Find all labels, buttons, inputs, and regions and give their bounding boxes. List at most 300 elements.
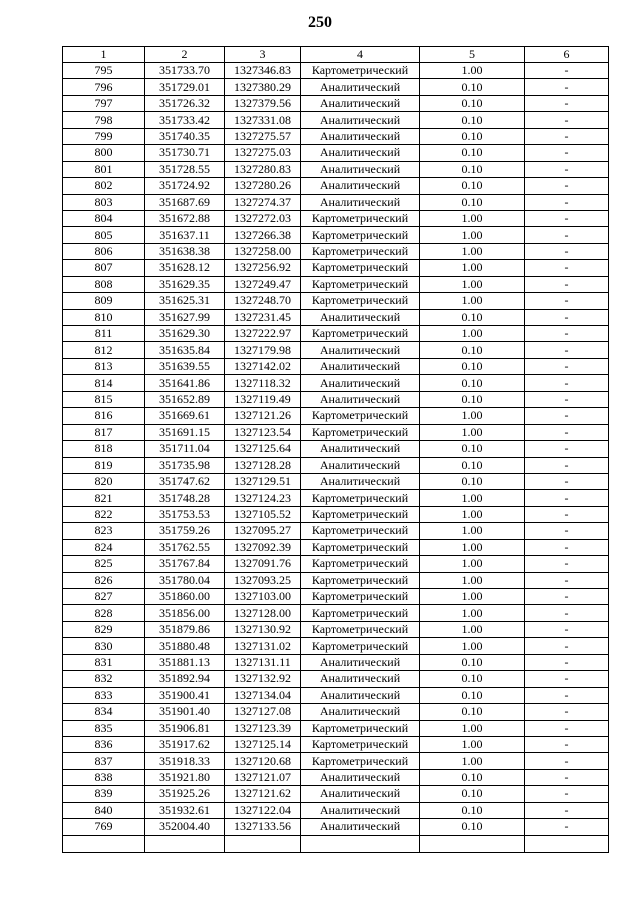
- y-cell: 1327123.54: [225, 424, 301, 440]
- table-header: [63, 47, 609, 63]
- description-cell: -: [525, 178, 609, 194]
- x-cell: 351669.61: [145, 408, 225, 424]
- method-cell: Аналитический: [301, 473, 420, 489]
- accuracy-cell: 0.10: [420, 819, 525, 835]
- y-cell: 1327121.07: [225, 769, 301, 785]
- description-cell: -: [525, 342, 609, 358]
- y-cell: 1327128.00: [225, 605, 301, 621]
- accuracy-cell: 1.00: [420, 276, 525, 292]
- table-body: [63, 63, 609, 853]
- method-cell: Аналитический: [301, 145, 420, 161]
- description-cell: -: [525, 358, 609, 374]
- description-cell: -: [525, 408, 609, 424]
- table-row: [63, 457, 609, 473]
- point-number-cell: 826: [63, 572, 145, 588]
- description-cell: -: [525, 720, 609, 736]
- x-cell: 351652.89: [145, 391, 225, 407]
- description-cell: -: [525, 63, 609, 79]
- method-cell: Картометрический: [301, 276, 420, 292]
- method-cell: Картометрический: [301, 506, 420, 522]
- x-cell: 351860.00: [145, 589, 225, 605]
- accuracy-cell: 0.10: [420, 769, 525, 785]
- point-number-cell: 795: [63, 63, 145, 79]
- method-cell: Картометрический: [301, 753, 420, 769]
- point-number-cell: 814: [63, 375, 145, 391]
- x-cell: 351687.69: [145, 194, 225, 210]
- table-row: [63, 786, 609, 802]
- x-cell: 351730.71: [145, 145, 225, 161]
- description-cell: -: [525, 424, 609, 440]
- method-cell: Аналитический: [301, 391, 420, 407]
- point-number-cell: 815: [63, 391, 145, 407]
- description-cell: -: [525, 161, 609, 177]
- point-number-cell: 837: [63, 753, 145, 769]
- accuracy-cell: 1.00: [420, 243, 525, 259]
- x-cell: 351635.84: [145, 342, 225, 358]
- description-cell: -: [525, 276, 609, 292]
- x-cell: 351925.26: [145, 786, 225, 802]
- point-number-cell: 831: [63, 654, 145, 670]
- point-number-cell: 838: [63, 769, 145, 785]
- point-number-cell: 839: [63, 786, 145, 802]
- point-number-cell: 803: [63, 194, 145, 210]
- y-cell: 1327119.49: [225, 391, 301, 407]
- method-cell: Картометрический: [301, 638, 420, 654]
- accuracy-cell: 1.00: [420, 605, 525, 621]
- y-cell: 1327133.56: [225, 819, 301, 835]
- x-cell: 351879.86: [145, 621, 225, 637]
- description-cell: -: [525, 441, 609, 457]
- accuracy-cell: 1.00: [420, 736, 525, 752]
- x-cell: 351672.88: [145, 210, 225, 226]
- method-cell: Аналитический: [301, 375, 420, 391]
- method-cell: Картометрический: [301, 293, 420, 309]
- x-cell: 351917.62: [145, 736, 225, 752]
- accuracy-cell: 1.00: [420, 621, 525, 637]
- description-cell: -: [525, 293, 609, 309]
- y-cell: 1327128.28: [225, 457, 301, 473]
- point-number-cell: 817: [63, 424, 145, 440]
- accuracy-cell: 1.00: [420, 720, 525, 736]
- description-cell: -: [525, 128, 609, 144]
- header-cell-accuracy: 5: [420, 47, 525, 63]
- point-number-cell: 822: [63, 506, 145, 522]
- table-row: [63, 227, 609, 243]
- accuracy-cell: 1.00: [420, 539, 525, 555]
- y-cell: 1327280.26: [225, 178, 301, 194]
- point-number-cell: 798: [63, 112, 145, 128]
- description-cell: -: [525, 506, 609, 522]
- table-row: [63, 210, 609, 226]
- y-cell: 1327103.00: [225, 589, 301, 605]
- y-cell: 1327124.23: [225, 490, 301, 506]
- header-cell-description: 6: [525, 47, 609, 63]
- table-row: [63, 589, 609, 605]
- y-cell: 1327346.83: [225, 63, 301, 79]
- point-number-cell: 809: [63, 293, 145, 309]
- x-cell: 351724.92: [145, 178, 225, 194]
- method-cell: Аналитический: [301, 112, 420, 128]
- table-cell-blank: [301, 835, 420, 852]
- method-cell: Картометрический: [301, 326, 420, 342]
- method-cell: Аналитический: [301, 802, 420, 818]
- point-number-cell: 807: [63, 260, 145, 276]
- point-number-cell: 818: [63, 441, 145, 457]
- table-row: [63, 720, 609, 736]
- description-cell: -: [525, 326, 609, 342]
- point-number-cell: 811: [63, 326, 145, 342]
- method-cell: Картометрический: [301, 63, 420, 79]
- y-cell: 1327091.76: [225, 556, 301, 572]
- x-cell: 351901.40: [145, 704, 225, 720]
- point-number-cell: 806: [63, 243, 145, 259]
- point-number-cell: 805: [63, 227, 145, 243]
- accuracy-cell: 0.10: [420, 375, 525, 391]
- accuracy-cell: 0.10: [420, 358, 525, 374]
- y-cell: 1327131.11: [225, 654, 301, 670]
- accuracy-cell: 0.10: [420, 391, 525, 407]
- method-cell: Картометрический: [301, 227, 420, 243]
- table-row: [63, 375, 609, 391]
- method-cell: Картометрический: [301, 736, 420, 752]
- table-row: [63, 358, 609, 374]
- table-row: [63, 802, 609, 818]
- point-number-cell: 840: [63, 802, 145, 818]
- header-cell-y: 3: [225, 47, 301, 63]
- accuracy-cell: 0.10: [420, 161, 525, 177]
- accuracy-cell: 1.00: [420, 753, 525, 769]
- x-cell: 351735.98: [145, 457, 225, 473]
- table-row: [63, 556, 609, 572]
- y-cell: 1327125.64: [225, 441, 301, 457]
- y-cell: 1327142.02: [225, 358, 301, 374]
- point-number-cell: 797: [63, 95, 145, 111]
- y-cell: 1327275.57: [225, 128, 301, 144]
- description-cell: -: [525, 112, 609, 128]
- accuracy-cell: 0.10: [420, 95, 525, 111]
- y-cell: 1327274.37: [225, 194, 301, 210]
- x-cell: 351747.62: [145, 473, 225, 489]
- accuracy-cell: 1.00: [420, 63, 525, 79]
- description-cell: -: [525, 210, 609, 226]
- table-row: [63, 342, 609, 358]
- y-cell: 1327280.83: [225, 161, 301, 177]
- x-cell: 351628.12: [145, 260, 225, 276]
- table-row: [63, 671, 609, 687]
- x-cell: 351780.04: [145, 572, 225, 588]
- table-row: [63, 63, 609, 79]
- x-cell: 351892.94: [145, 671, 225, 687]
- accuracy-cell: 0.10: [420, 671, 525, 687]
- table-row: [63, 819, 609, 835]
- method-cell: Картометрический: [301, 720, 420, 736]
- x-cell: 351748.28: [145, 490, 225, 506]
- method-cell: Аналитический: [301, 671, 420, 687]
- method-cell: Аналитический: [301, 178, 420, 194]
- x-cell: 351733.70: [145, 63, 225, 79]
- point-number-cell: 821: [63, 490, 145, 506]
- description-cell: -: [525, 473, 609, 489]
- accuracy-cell: 1.00: [420, 506, 525, 522]
- x-cell: 352004.40: [145, 819, 225, 835]
- header-cell-x: 2: [145, 47, 225, 63]
- x-cell: 351639.55: [145, 358, 225, 374]
- method-cell: Картометрический: [301, 539, 420, 555]
- method-cell: Картометрический: [301, 408, 420, 424]
- y-cell: 1327131.02: [225, 638, 301, 654]
- method-cell: Аналитический: [301, 95, 420, 111]
- table-row-blank: [63, 835, 609, 852]
- method-cell: Картометрический: [301, 243, 420, 259]
- point-number-cell: 827: [63, 589, 145, 605]
- table-row: [63, 473, 609, 489]
- method-cell: Аналитический: [301, 128, 420, 144]
- header-cell-point-number: 1: [63, 47, 145, 63]
- point-number-cell: 835: [63, 720, 145, 736]
- accuracy-cell: 0.10: [420, 342, 525, 358]
- y-cell: 1327248.70: [225, 293, 301, 309]
- y-cell: 1327129.51: [225, 473, 301, 489]
- accuracy-cell: 0.10: [420, 178, 525, 194]
- method-cell: Картометрический: [301, 210, 420, 226]
- y-cell: 1327331.08: [225, 112, 301, 128]
- y-cell: 1327121.26: [225, 408, 301, 424]
- method-cell: Картометрический: [301, 556, 420, 572]
- y-cell: 1327105.52: [225, 506, 301, 522]
- point-number-cell: 819: [63, 457, 145, 473]
- accuracy-cell: 1.00: [420, 424, 525, 440]
- description-cell: -: [525, 391, 609, 407]
- description-cell: -: [525, 786, 609, 802]
- method-cell: Картометрический: [301, 605, 420, 621]
- description-cell: -: [525, 621, 609, 637]
- description-cell: -: [525, 457, 609, 473]
- accuracy-cell: 1.00: [420, 556, 525, 572]
- x-cell: 351856.00: [145, 605, 225, 621]
- description-cell: -: [525, 753, 609, 769]
- point-number-cell: 829: [63, 621, 145, 637]
- y-cell: 1327095.27: [225, 523, 301, 539]
- description-cell: -: [525, 260, 609, 276]
- table-row: [63, 112, 609, 128]
- table-row: [63, 621, 609, 637]
- table-row: [63, 309, 609, 325]
- y-cell: 1327222.97: [225, 326, 301, 342]
- table-row: [63, 95, 609, 111]
- table-row: [63, 293, 609, 309]
- x-cell: 351729.01: [145, 79, 225, 95]
- point-number-cell: 820: [63, 473, 145, 489]
- accuracy-cell: 0.10: [420, 79, 525, 95]
- y-cell: 1327379.56: [225, 95, 301, 111]
- y-cell: 1327127.08: [225, 704, 301, 720]
- x-cell: 351880.48: [145, 638, 225, 654]
- table-row: [63, 128, 609, 144]
- table-row: [63, 243, 609, 259]
- accuracy-cell: 0.10: [420, 441, 525, 457]
- point-number-cell: 824: [63, 539, 145, 555]
- x-cell: 351767.84: [145, 556, 225, 572]
- method-cell: Аналитический: [301, 704, 420, 720]
- x-cell: 351728.55: [145, 161, 225, 177]
- method-cell: Картометрический: [301, 490, 420, 506]
- accuracy-cell: 1.00: [420, 523, 525, 539]
- table-row: [63, 539, 609, 555]
- point-number-cell: 802: [63, 178, 145, 194]
- description-cell: -: [525, 227, 609, 243]
- method-cell: Картометрический: [301, 523, 420, 539]
- y-cell: 1327179.98: [225, 342, 301, 358]
- table-row: [63, 490, 609, 506]
- accuracy-cell: 0.10: [420, 473, 525, 489]
- table-row: [63, 523, 609, 539]
- accuracy-cell: 0.10: [420, 704, 525, 720]
- point-number-cell: 800: [63, 145, 145, 161]
- y-cell: 1327120.68: [225, 753, 301, 769]
- table-row: [63, 736, 609, 752]
- description-cell: -: [525, 736, 609, 752]
- table-row: [63, 276, 609, 292]
- accuracy-cell: 0.10: [420, 654, 525, 670]
- point-number-cell: 801: [63, 161, 145, 177]
- method-cell: Картометрический: [301, 621, 420, 637]
- accuracy-cell: 0.10: [420, 128, 525, 144]
- method-cell: Аналитический: [301, 309, 420, 325]
- accuracy-cell: 1.00: [420, 293, 525, 309]
- description-cell: -: [525, 243, 609, 259]
- description-cell: -: [525, 95, 609, 111]
- point-number-cell: 836: [63, 736, 145, 752]
- y-cell: 1327122.04: [225, 802, 301, 818]
- accuracy-cell: 0.10: [420, 145, 525, 161]
- y-cell: 1327123.39: [225, 720, 301, 736]
- table-row: [63, 408, 609, 424]
- page-number: 250: [308, 14, 332, 31]
- header-cell-method: 4: [301, 47, 420, 63]
- description-cell: -: [525, 375, 609, 391]
- point-number-cell: 808: [63, 276, 145, 292]
- table-row: [63, 506, 609, 522]
- y-cell: 1327272.03: [225, 210, 301, 226]
- description-cell: -: [525, 145, 609, 161]
- description-cell: -: [525, 523, 609, 539]
- description-cell: -: [525, 79, 609, 95]
- method-cell: Картометрический: [301, 572, 420, 588]
- x-cell: 351906.81: [145, 720, 225, 736]
- description-cell: -: [525, 654, 609, 670]
- method-cell: Аналитический: [301, 161, 420, 177]
- table-row: [63, 178, 609, 194]
- accuracy-cell: 1.00: [420, 572, 525, 588]
- y-cell: 1327092.39: [225, 539, 301, 555]
- x-cell: 351629.30: [145, 326, 225, 342]
- table-row: [63, 161, 609, 177]
- description-cell: -: [525, 687, 609, 703]
- x-cell: 351641.86: [145, 375, 225, 391]
- method-cell: Аналитический: [301, 457, 420, 473]
- accuracy-cell: 0.10: [420, 309, 525, 325]
- y-cell: 1327266.38: [225, 227, 301, 243]
- description-cell: -: [525, 309, 609, 325]
- table-row: [63, 638, 609, 654]
- method-cell: Аналитический: [301, 687, 420, 703]
- point-number-cell: 830: [63, 638, 145, 654]
- point-number-cell: 810: [63, 309, 145, 325]
- y-cell: 1327121.62: [225, 786, 301, 802]
- y-cell: 1327125.14: [225, 736, 301, 752]
- method-cell: Аналитический: [301, 769, 420, 785]
- y-cell: 1327118.32: [225, 375, 301, 391]
- x-cell: 351881.13: [145, 654, 225, 670]
- table-row: [63, 654, 609, 670]
- method-cell: Картометрический: [301, 424, 420, 440]
- accuracy-cell: 0.10: [420, 786, 525, 802]
- x-cell: 351627.99: [145, 309, 225, 325]
- x-cell: 351900.41: [145, 687, 225, 703]
- x-cell: 351753.53: [145, 506, 225, 522]
- method-cell: Аналитический: [301, 194, 420, 210]
- point-number-cell: 813: [63, 358, 145, 374]
- y-cell: 1327249.47: [225, 276, 301, 292]
- method-cell: Аналитический: [301, 441, 420, 457]
- accuracy-cell: 1.00: [420, 638, 525, 654]
- method-cell: Аналитический: [301, 786, 420, 802]
- point-number-cell: 804: [63, 210, 145, 226]
- x-cell: 351733.42: [145, 112, 225, 128]
- accuracy-cell: 1.00: [420, 408, 525, 424]
- x-cell: 351932.61: [145, 802, 225, 818]
- description-cell: -: [525, 671, 609, 687]
- point-number-cell: 769: [63, 819, 145, 835]
- table-row: [63, 441, 609, 457]
- x-cell: 351740.35: [145, 128, 225, 144]
- description-cell: -: [525, 769, 609, 785]
- x-cell: 351625.31: [145, 293, 225, 309]
- table-cell-blank: [63, 835, 145, 852]
- table-row: [63, 145, 609, 161]
- point-number-cell: 832: [63, 671, 145, 687]
- x-cell: 351759.26: [145, 523, 225, 539]
- method-cell: Аналитический: [301, 79, 420, 95]
- description-cell: -: [525, 638, 609, 654]
- description-cell: -: [525, 572, 609, 588]
- x-cell: 351629.35: [145, 276, 225, 292]
- description-cell: -: [525, 556, 609, 572]
- accuracy-cell: 0.10: [420, 457, 525, 473]
- table-row: [63, 424, 609, 440]
- point-number-cell: 816: [63, 408, 145, 424]
- description-cell: -: [525, 589, 609, 605]
- accuracy-cell: 0.10: [420, 687, 525, 703]
- method-cell: Аналитический: [301, 819, 420, 835]
- table-row: [63, 194, 609, 210]
- y-cell: 1327231.45: [225, 309, 301, 325]
- description-cell: -: [525, 802, 609, 818]
- y-cell: 1327130.92: [225, 621, 301, 637]
- point-number-cell: 823: [63, 523, 145, 539]
- accuracy-cell: 0.10: [420, 194, 525, 210]
- table-row: [63, 704, 609, 720]
- y-cell: 1327134.04: [225, 687, 301, 703]
- table-row: [63, 687, 609, 703]
- header-row: [63, 47, 609, 63]
- accuracy-cell: 0.10: [420, 112, 525, 128]
- table-row: [63, 769, 609, 785]
- x-cell: 351921.80: [145, 769, 225, 785]
- method-cell: Картометрический: [301, 260, 420, 276]
- y-cell: 1327258.00: [225, 243, 301, 259]
- x-cell: 351691.15: [145, 424, 225, 440]
